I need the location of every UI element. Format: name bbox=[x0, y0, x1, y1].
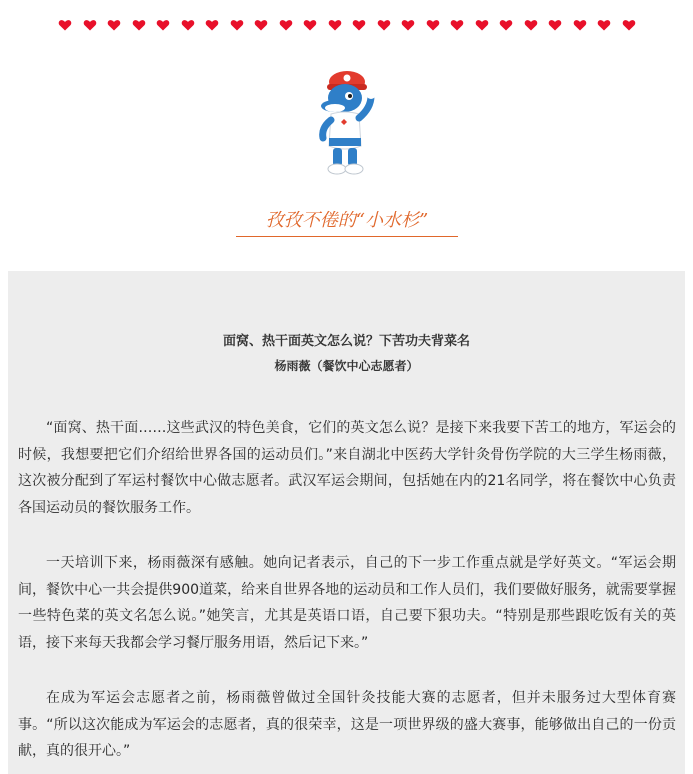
heart-icon bbox=[303, 18, 317, 32]
heart-icon bbox=[328, 18, 342, 32]
article-title: 面窝、热干面英文怎么说？下苦功夫背菜名 bbox=[222, 334, 470, 349]
heart-icon bbox=[622, 18, 636, 32]
heart-icon bbox=[132, 18, 146, 32]
article-author: 杨雨薇（餐饮中心志愿者） bbox=[274, 359, 419, 373]
heart-icon bbox=[83, 18, 97, 32]
article-paragraph: 一天培训下来，杨雨薇深有感触。她向记者表示，自己的下一步工作重点就是学好英文。“军运会期间，餐饮中心一共会提供900道菜，给来自世界各地的运动员和工作人员们，我们要做好服务，就需要掌握一些特色菜的英文名怎么说。”她笑言，尤其是英语口语，自己要下狠功夫。“特别是那些跟吃饭有关的英语，接下来每天我都会学习餐厅服务用语，然后记下来。” bbox=[18, 555, 676, 651]
heart-icon bbox=[426, 18, 440, 32]
article-paragraph: 在成为军运会志愿者之前，杨雨薇曾做过全国针灸技能大赛的志愿者，但并未服务过大型体育赛事。“所以这次能成为军运会的志愿者，真的很荣幸，这是一项世界级的盛大赛事，能够做出自己的一份贡献，真的很开心。” bbox=[18, 690, 676, 759]
article-paragraph: “面窝、热干面……这些武汉的特色美食，它们的英文怎么说？是接下来我要下苦工的地方，军运会的时候，我想要把它们介绍给世界各国的运动员们。”来自湖北中医药大学针灸骨伤学院的大三学生杨雨薇，这次被分配到了军运村餐饮中心做志愿者。武汉军运会期间，包括她在内的21名同学，将在餐饮中心负责各国运动员的餐饮服务工作。 bbox=[18, 420, 676, 516]
heart-icon bbox=[279, 18, 293, 32]
heart-icon bbox=[597, 18, 611, 32]
heart-icon bbox=[377, 18, 391, 32]
heart-icon bbox=[499, 18, 513, 32]
heart-icon bbox=[181, 18, 195, 32]
heart-icon bbox=[573, 18, 587, 32]
section-subtitle: 孜孜不倦的“小水杉” bbox=[236, 206, 458, 237]
heart-icon bbox=[450, 18, 464, 32]
heart-divider bbox=[58, 18, 636, 32]
heart-icon bbox=[58, 18, 72, 32]
mascot-dolphin-icon bbox=[305, 68, 385, 180]
heart-icon bbox=[205, 18, 219, 32]
heart-icon bbox=[548, 18, 562, 32]
heart-icon bbox=[475, 18, 489, 32]
heart-icon bbox=[107, 18, 121, 32]
heart-icon bbox=[230, 18, 244, 32]
heart-icon bbox=[156, 18, 170, 32]
heart-icon bbox=[401, 18, 415, 32]
heart-icon bbox=[352, 18, 366, 32]
heart-icon bbox=[524, 18, 538, 32]
heart-icon bbox=[254, 18, 268, 32]
